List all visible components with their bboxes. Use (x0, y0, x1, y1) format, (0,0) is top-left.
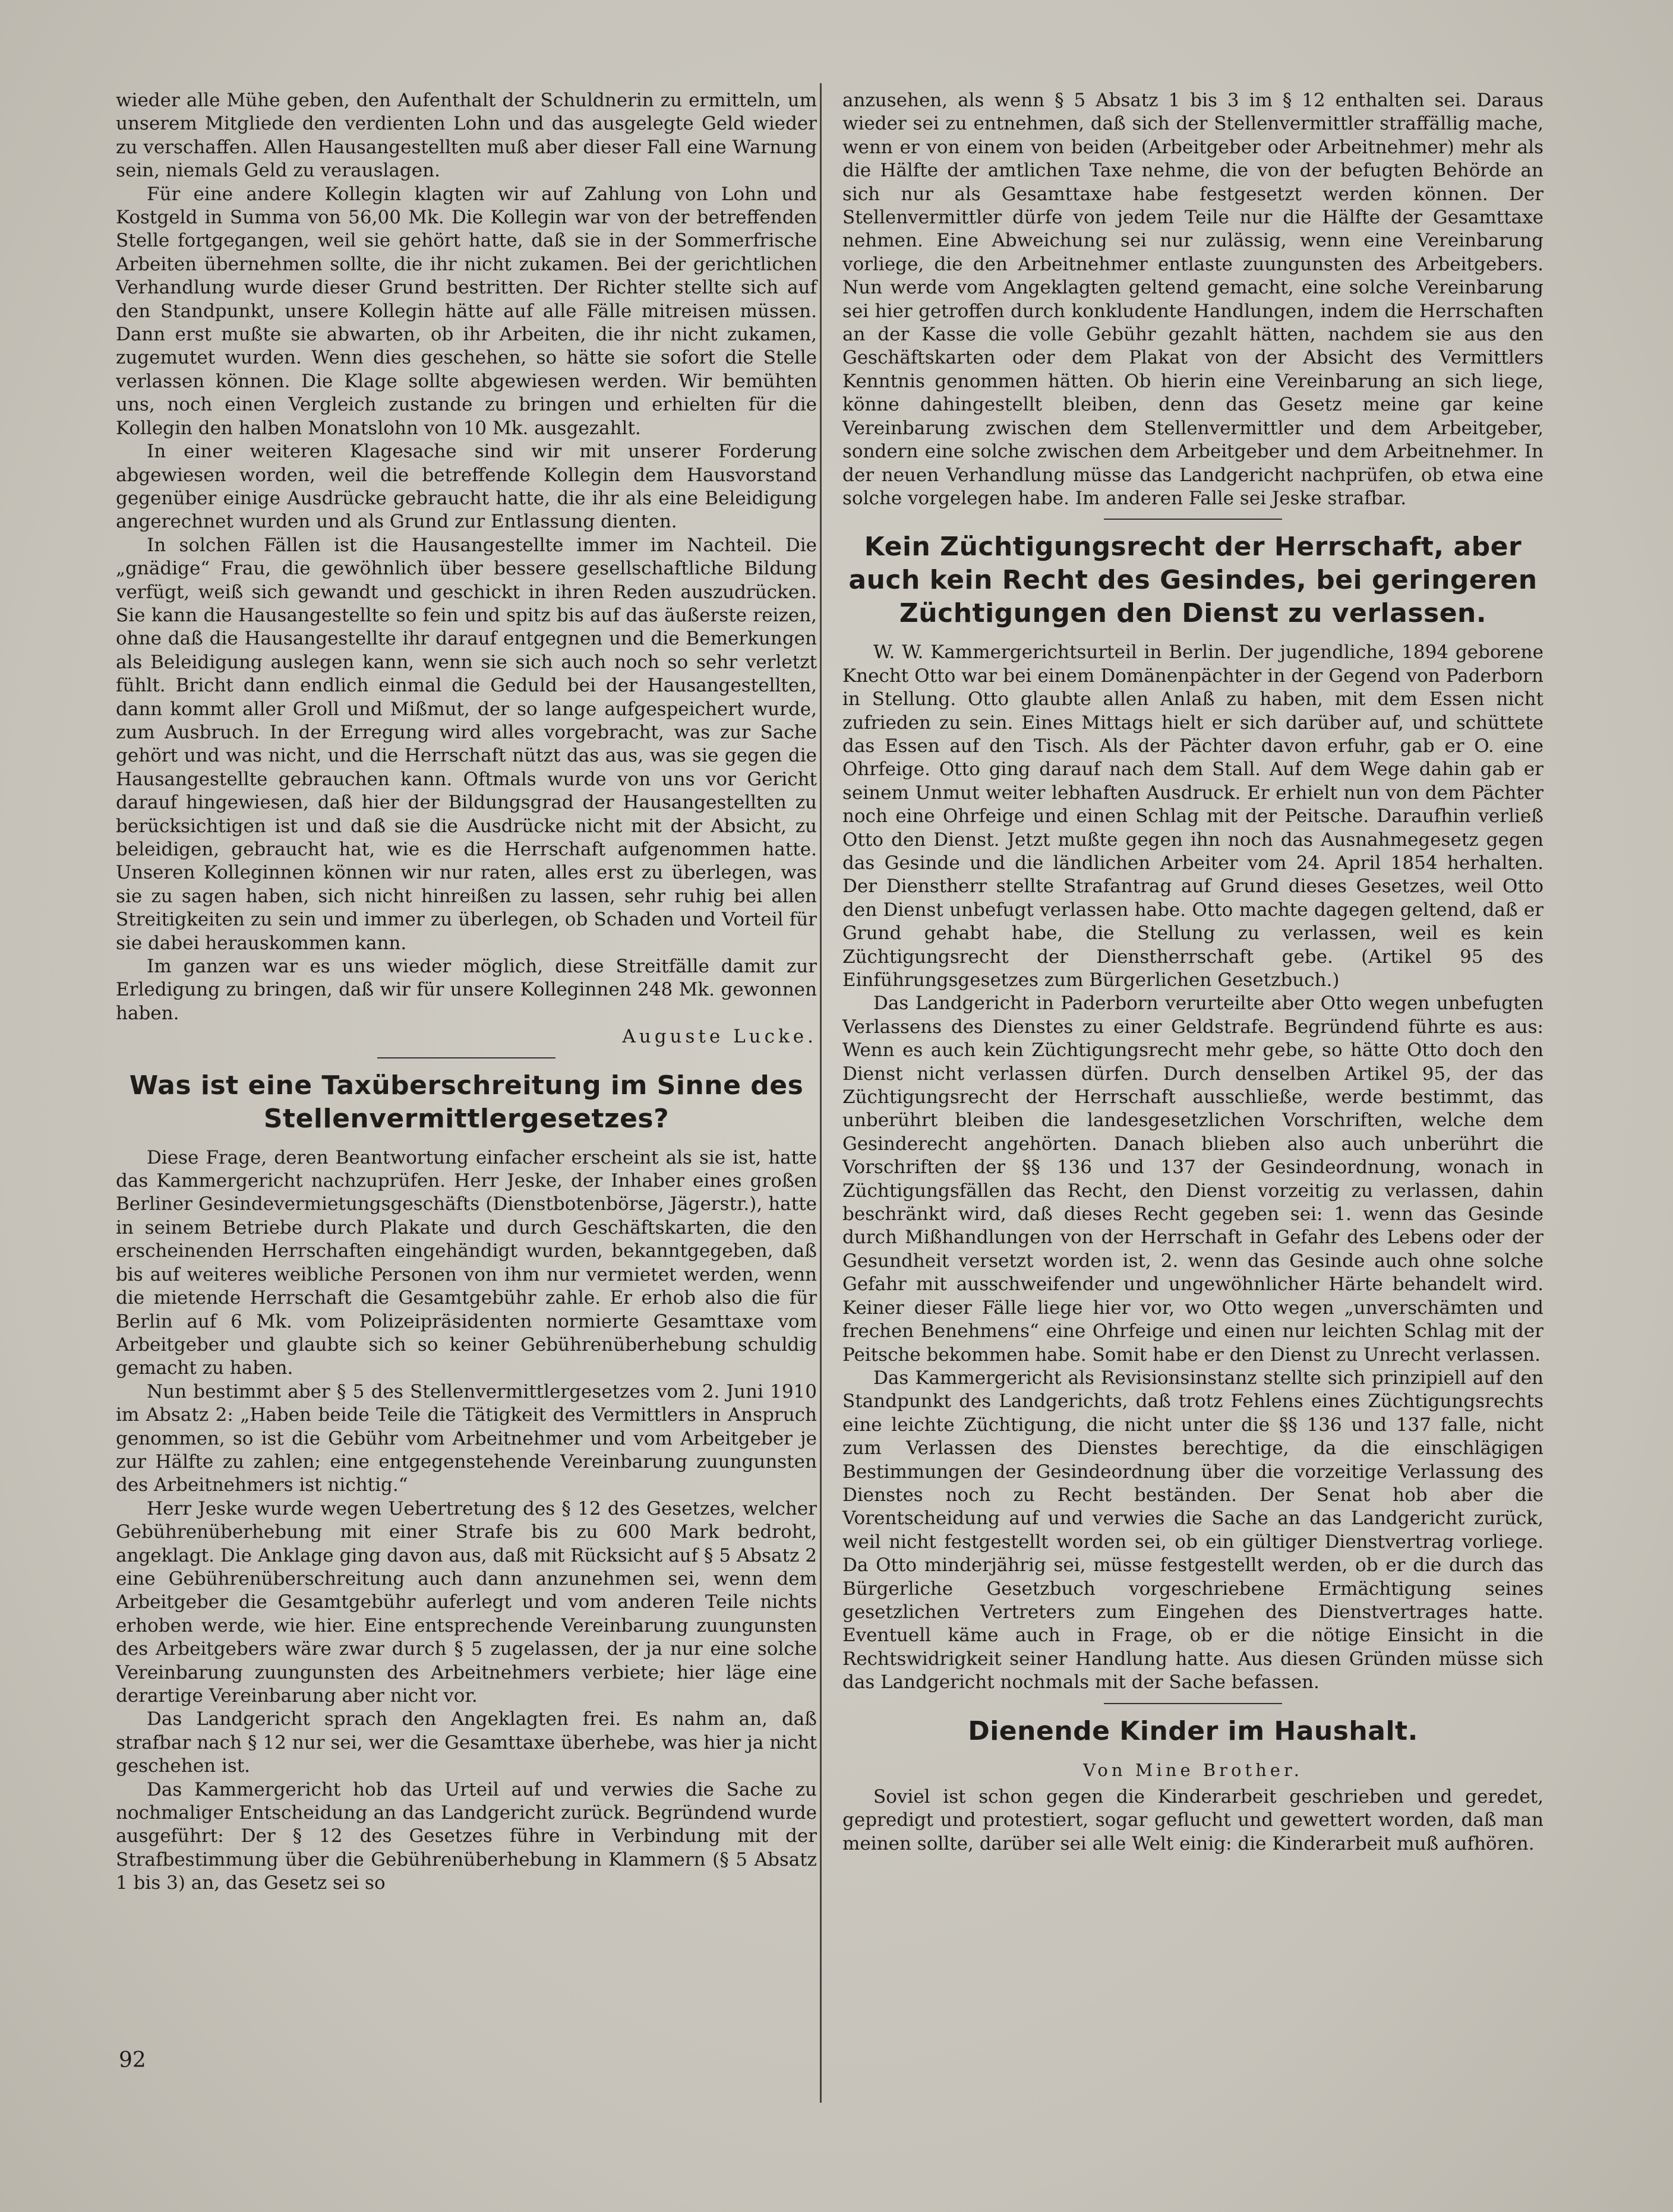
author-signature: Auguste Lucke. (622, 1026, 817, 1048)
paragraph: wieder alle Mühe geben, den Aufenthalt der Schuldnerin zu ermitteln, um unserem Mitgliede den verdienten Lohn und das ausgelegte Geld wieder zu verschaffen. Allen Hausangestellten muß aber dieser Fall eine Warnung sein, niemals Geld zu verauslagen. (116, 90, 817, 182)
paragraph: Im ganzen war es uns wieder möglich, diese Streitfälle damit zur Erledigung zu bringen, daß wir für unsere Kolleginnen 248 Mk. gewonnen haben. (116, 956, 817, 1024)
paragraph: In einer weiteren Klagesache sind wir mit unserer Forderung abgewiesen worden, weil die betreffende Kollegin dem Hausvorstand gegenüber einige Ausdrücke gebraucht hatte, die ihr als eine Beleidigung angerechnet wurden und als Grund zur Entlassung dienten. (116, 441, 817, 533)
paragraph: Das Landgericht in Paderborn verurteilte aber Otto wegen unbefugten Verlassens des Dienstes zu einer Geldstrafe. Begründend führte es aus: Wenn es auch kein Züchtigungsrecht mehr gebe, so hätte Otto doch den Dienst nicht verlassen dürfen. Durch denselben Artikel 95, der das Züchtigungsrecht der Herrschaft ausschließe, werde bestimmt, das unberührt bleiben die landesgesetzlichen Vorschriften, welche dem Gesinderecht angehörten. Danach blieben also auch unberührt die Vorschriften der §§ 136 und 137 der Gesindeordnung, wonach in Züchtigungsfällen das Recht, den Dienst vorzeitig zu verlassen, dahin beschränkt wird, daß dieses Recht gegeben sei: 1. wenn das Gesinde durch Mißhandlungen von der Herrschaft in Gefahr des Lebens oder der Gesundheit versetzt worden ist, 2. wenn das Gesinde auch ohne solche Gefahr mit ausschweifender und ungewöhnlicher Härte behandelt wird. Keiner dieser Fälle liege hier vor, wo Otto wegen „unverschämten und frechen Benehmens“ eine Ohrfeige und einen nur leichten Schlag mit der Peitsche bekommen habe. Somit habe er den Dienst zu Unrecht verlassen. (842, 993, 1543, 1366)
paragraph: Soviel ist schon gegen die Kinderarbeit geschrieben und geredet, gepredigt und protestiert, sogar geflucht und gewettert worden, daß man meinen sollte, darüber sei alle Welt einig: die Kinderarbeit muß aufhören. (842, 1786, 1543, 1854)
section-divider (1104, 1703, 1282, 1704)
paragraph: anzusehen, als wenn § 5 Absatz 1 bis 3 im § 12 enthalten sei. Daraus wieder sei zu entnehmen, daß sich der Stellenvermittler straffällig mache, wenn er von einem von beiden (Arbeitgeber oder Arbeitnehmer) mehr als die Hälfte der amtlichen Taxe nehme, die von der befugten Behörde an sich nur als Gesamttaxe habe festgesetzt werden können. Der Stellenvermittler dürfe von jedem Teile nur die Hälfte der Gesamttaxe nehmen. Eine Abweichung sei nur zulässig, wenn eine Vereinbarung vorliege, die den Arbeitnehmer entlaste zuungunsten des Arbeitgebers. Nun werde vom Angeklagten geltend gemacht, eine solche Vereinbarung sei hier getroffen durch konkludente Handlungen, indem die Herrschaften an der Kasse die volle Gebühr gezahlt hätten, nachdem sie aus den Geschäftskarten oder dem Plakat von der Absicht des Vermittlers Kenntnis genommen hätten. Ob hierin eine Vereinbarung an sich liege, könne dahingestellt bleiben, denn das Gesetz meine gar keine Vereinbarung zwischen dem Stellenvermittler und dem Arbeitgeber, sondern eine solche zwischen dem Arbeitgeber und dem Arbeitnehmer. In der neuen Verhandlung müsse das Landgericht nachprüfen, ob etwa eine solche vorgelegen habe. Im anderen Falle sei Jeske strafbar. (842, 90, 1543, 509)
paragraph: Das Kammergericht hob das Urteil auf und verwies die Sache zu nochmaliger Entscheidung an das Landgericht zurück. Begründend wurde ausgeführt: Der § 12 des Gesetzes führe in Verbindung mit der Strafbestimmung über die Gebührenüberhebung in Klammern (§ 5 Absatz 1 bis 3) an, das Gesetz sei so (116, 1778, 817, 1894)
section-divider (377, 1057, 555, 1058)
paragraph: Das Landgericht sprach den Angeklagten frei. Es nahm an, daß strafbar nach § 12 nur sei, wer die Gesamttaxe überhebe, was hier ja nicht geschehen ist. (116, 1708, 817, 1777)
paragraph: Für eine andere Kollegin klagten wir auf Zahlung von Lohn und Kostgeld in Summa von 56,00 Mk. Die Kollegin war von der betreffenden Stelle fortgegangen, weil sie gehört hatte, daß sie in der Sommerfrische Arbeiten übernehmen sollte, die ihr nicht zukamen. Bei der gerichtlichen Verhandlung wurde dieser Grund bestritten. Der Richter stellte sich auf den Standpunkt, unsere Kollegin hätte auf alle Fälle mitreisen müssen. Dann erst mußte sie abwarten, ob ihr Arbeiten, die ihr nicht zukamen, zugemutet wurden. Wenn dies geschehen, so hätte sie sofort die Stelle verlassen können. Die Klage sollte abgewiesen werden. Wir bemühten uns, noch einen Vergleich zustande zu bringen und erhielten für die Kollegin den halben Monatslohn von 10 Mk. ausgezahlt. (116, 183, 817, 439)
article-title: Dienende Kinder im Haushalt. (968, 1715, 1418, 1746)
paragraph: W. W. Kammergerichtsurteil in Berlin. Der jugendliche, 1894 geborene Knecht Otto war bei einem Domänenpächter in der Gegend von Paderborn in Stellung. Otto glaubte allen Anlaß zu haben, mit dem Essen nicht zufrieden zu sein. Eines Mittags hielt er sich darüber auf, und schüttete das Essen auf den Tisch. Als der Pächter davon erfuhr, gab er O. eine Ohrfeige. Otto ging darauf nach dem Stall. Auf dem Wege dahin gab er seinem Unmut weiter lebhaften Ausdruck. Er erhielt nun von dem Pächter noch eine Ohrfeige und einen Schlag mit der Peitsche. Daraufhin verließ Otto den Dienst. Jetzt mußte gegen ihn noch das Ausnahmegesetz gegen das Gesinde und die ländlichen Arbeiter vom 24. April 1854 herhalten. Der Dienstherr stellte Strafantrag auf Grund dieses Gesetzes, weil Otto den Dienst unbefugt verlassen habe. Otto machte dagegen geltend, daß er Grund gehabt habe, die Stellung zu verlassen, weil es kein Züchtigungsrecht der Dienstherrschaft gebe. (Artikel 95 des Einführungsgesetzes zum Bürgerlichen Gesetzbuch.) (842, 642, 1543, 991)
section-divider (1104, 519, 1282, 520)
paragraph: In solchen Fällen ist die Hausangestellte immer im Nachteil. Die „gnädige“ Frau, die gewöhnlich über bessere gesellschaftliche Bildung verfügt, weiß sich gewandt und geschickt in ihren Reden auszudrücken. Sie kann die Hausangestellte so fein und spitz bis auf das äußerste reizen, ohne daß die Hausangestellte ihr darauf entgegnen und die Bemerkungen als Beleidigung auslegen kann, wenn sie sich auch noch so sehr verletzt fühlt. Bricht dann endlich einmal die Geduld bei der Hausangestellten, dann kommt aller Groll und Mißmut, der so lange aufgespeichert wurde, zum Ausbruch. In der Erregung wird alles vorgebracht, was zur Sache gehört und was nicht, und die Herrschaft nützt das aus, was sie gegen die Hausangestellte gebrauchen kann. Oftmals wurde von uns vor Gericht darauf hingewiesen, daß hier der Bildungsgrad der Hausangestellten zu berücksichtigen ist und daß sie die Ausdrücke nicht mit der Absicht, zu beleidigen, gebraucht hat, wie es die Herrschaft aufgenommen hatte. Unseren Kolleginnen können wir nur raten, alles erst zu überlegen, was sie zu sagen haben, sich nicht hinreißen zu lassen, sehr ruhig bei allen Streitigkeiten zu sein und immer zu überlegen, ob Schaden und Vorteil für sie dabei herauskommen kann. (116, 534, 817, 954)
paragraph: Nun bestimmt aber § 5 des Stellenvermittlergesetzes vom 2. Juni 1910 im Absatz 2: „Haben beide Teile die Tätigkeit des Vermittlers in Anspruch genommen, so ist die Gebühr vom Arbeitnehmer und vom Arbeitgeber je zur Hälfte zu zahlen; eine entgegenstehende Vereinbarung zuungunsten des Arbeitnehmers ist nichtig.“ (116, 1380, 817, 1496)
paragraph: Das Kammergericht als Revisionsinstanz stellte sich prinzipiell auf den Standpunkt des Landgerichts, daß trotz Fehlens eines Züchtigungsrechts eine leichte Züchtigung, die nicht unter die §§ 136 und 137 falle, nicht zum Verlassen des Dienstes berechtige, da die einschlägigen Bestimmungen der Gesindeordnung über die vorzeitige Verlassung des Dienstes noch zu Recht beständen. Der Senat hob aber die Vorentscheidung auf und verwies die Sache an das Landgericht zurück, weil nicht festgestellt worden sei, ob ein gültiger Dienstvertrag vorliege. Da Otto minderjährig sei, müsse festgestellt werden, ob er die durch das Bürgerliche Gesetzbuch vorgeschriebene Ermächtigung seines gesetzlichen Vertreters zum Eingehen des Dienstvertrages hatte. Eventuell käme auch in Frage, ob er die nötige Einsicht in die Rechtswidrigkeit seiner Handlung hatte. Aus diesen Gründen müsse sich das Landgericht nochmals mit der Sache befassen. (842, 1367, 1543, 1693)
left-column (116, 89, 817, 1895)
article-title: Was ist eine Taxüberschreitung im Sinne des Stellenvermittlergesetzes? (129, 1070, 804, 1134)
article-title: Kein Züchtigungsrecht der Herrschaft, aber auch kein Recht des Gesindes, bei geringeren Züchtigungen den Dienst zu verlassen. (848, 532, 1538, 629)
right-column (842, 89, 1543, 1856)
article-byline: Von Mine Brother. (1083, 1759, 1303, 1780)
paragraph: Herr Jeske wurde wegen Uebertretung des § 12 des Gesetzes, welcher Gebührenüberhebung mit einer Strafe bis zu 600 Mark bedroht, angeklagt. Die Anklage ging davon aus, daß mit Rücksicht auf § 5 Absatz 2 eine Gebührenüberschreitung auch dann anzunehmen sei, wenn dem Arbeitgeber die Gesamtgebühr auferlegt und vom anderen Teile nichts erhoben werde, wie hier. Eine entsprechende Vereinbarung zuungunsten des Arbeitgebers wäre zwar durch § 5 zugelassen, der ja nur eine solche Vereinbarung zuungunsten des Arbeitnehmers verbiete; hier läge eine derartige Vereinbarung aber nicht vor. (116, 1497, 817, 1707)
column-rule (820, 83, 822, 2103)
page-number: 92 (119, 2048, 146, 2072)
paragraph: Diese Frage, deren Beantwortung einfacher erscheint als sie ist, hatte das Kammergericht nachzuprüfen. Herr Jeske, der Inhaber eines großen Berliner Gesindevermietungsgeschäfts (Dienstbotenbörse, Jägerstr.), hatte in seinem Betriebe durch Plakate und durch Geschäftskarten, die den erscheinenden Herrschaften eingehändigt wurden, bekanntgegeben, daß bis auf weiteres weibliche Personen von ihm nur vermietet werden, wenn die mietende Herrschaft die Gesamtgebühr zahle. Er erhob also die für Berlin auf 6 Mk. vom Polizeipräsidenten normierte Gesamttaxe vom Arbeitgeber und glaubte sich so keiner Gebührenüberhebung schuldig gemacht zu haben. (116, 1146, 817, 1379)
